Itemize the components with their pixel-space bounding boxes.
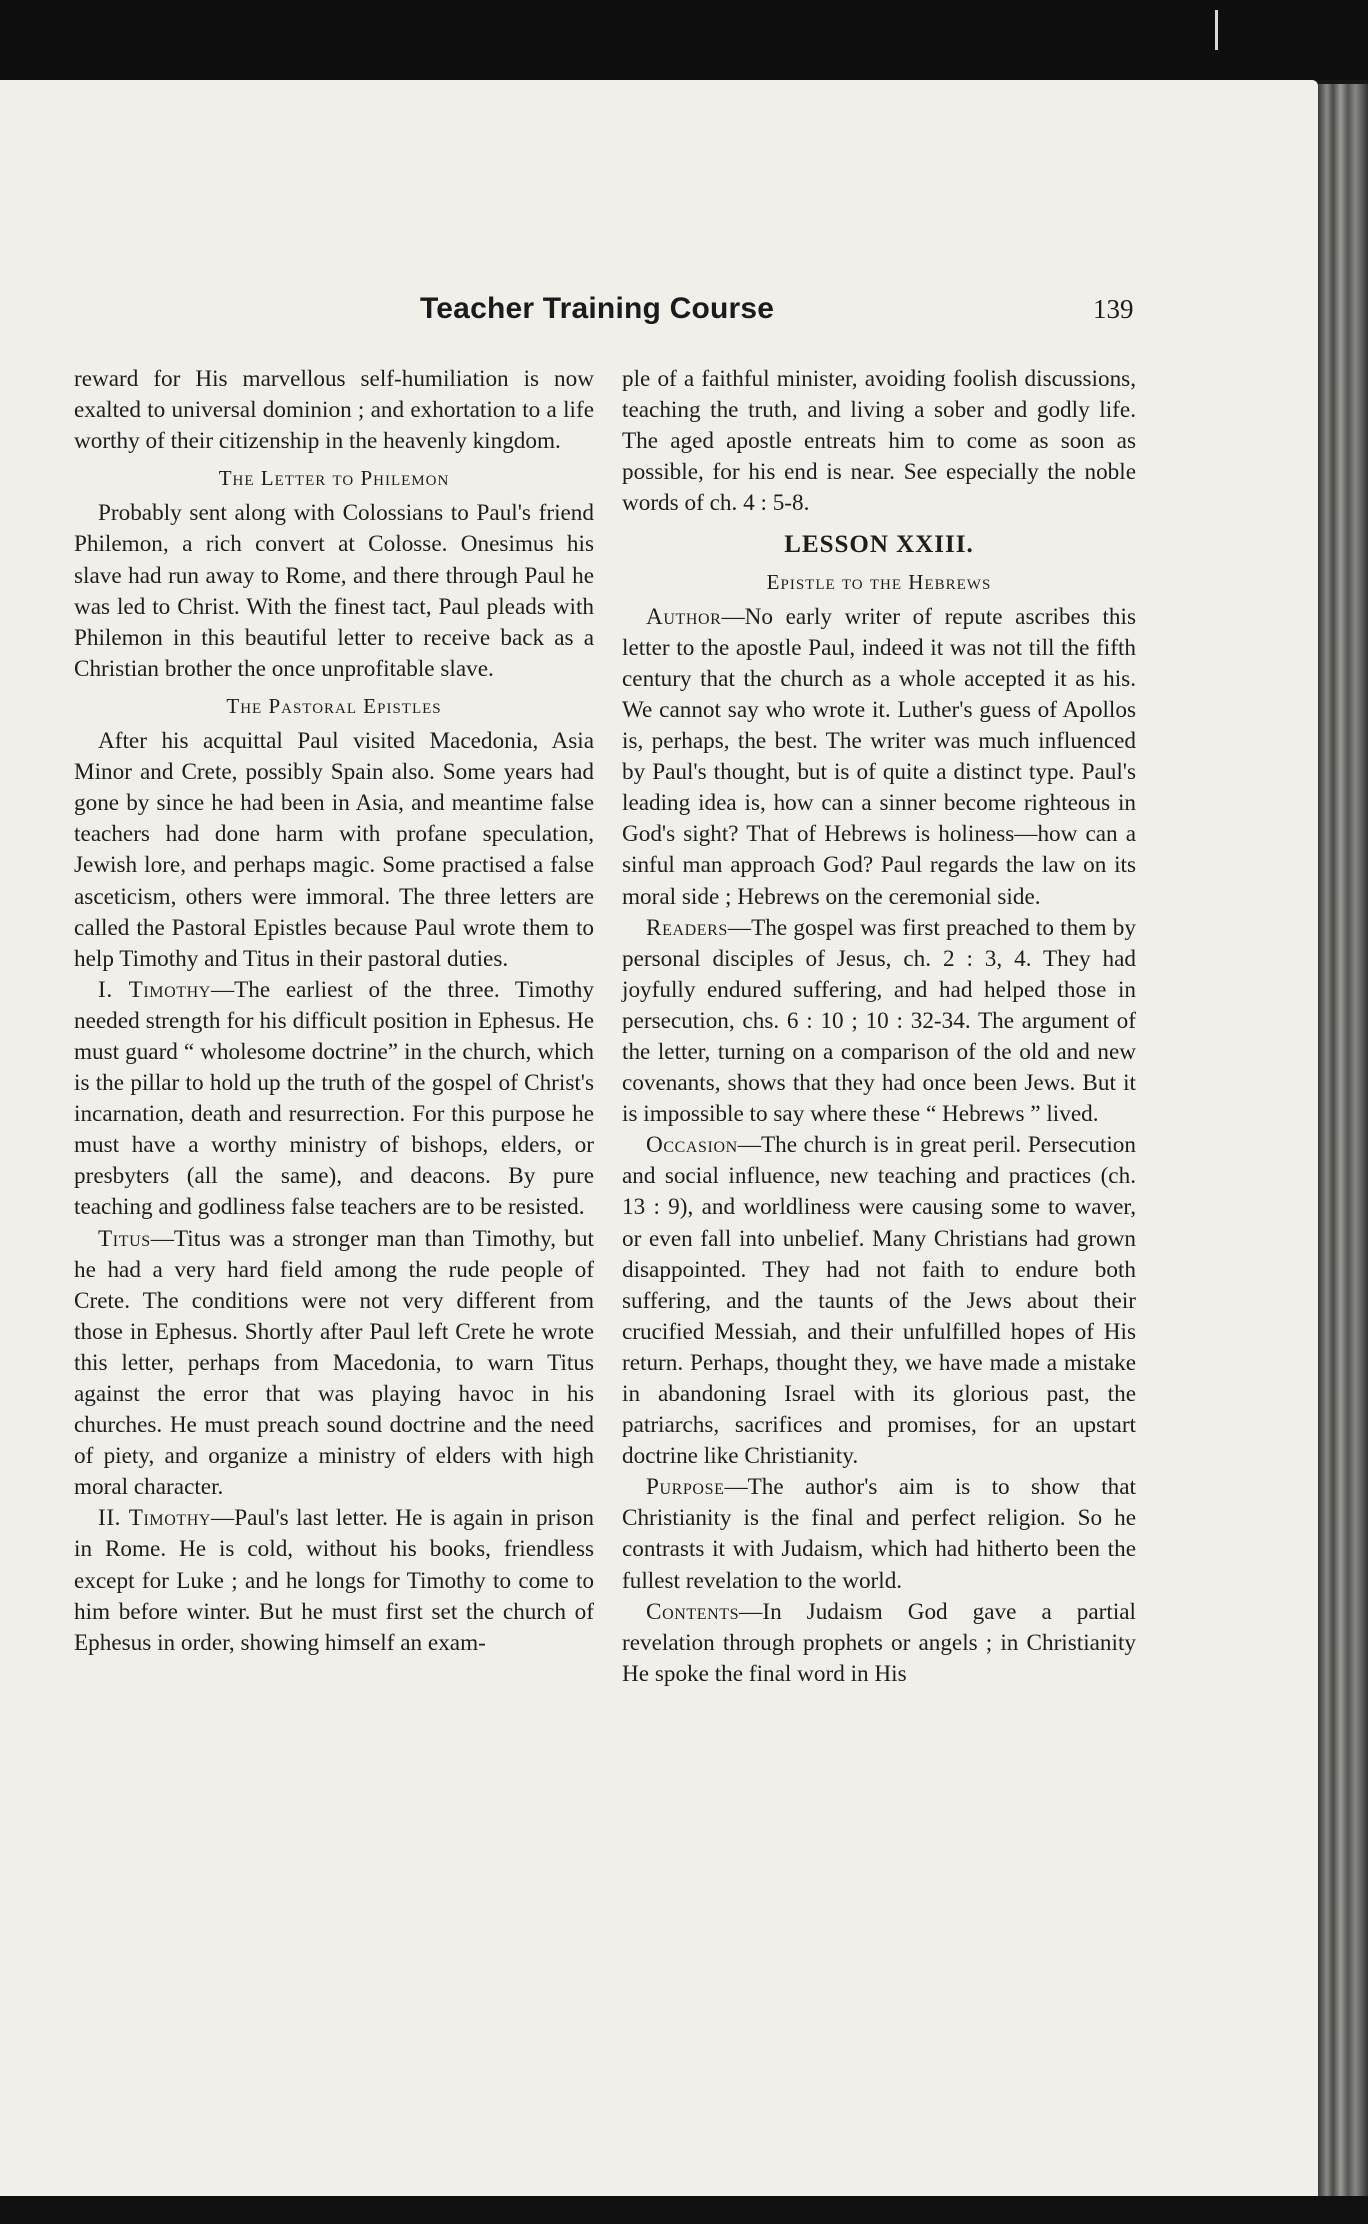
- run-in-label-1-timothy: I. Timothy: [98, 976, 211, 1003]
- paragraph-author: [622, 602, 1136, 913]
- paragraph-philemon: Probably sent along with Colossians to Paul's friend Philemon, a rich convert at Colosse. Onesimus his slave had run away to Rome, and there through Paul he was led to Christ. With the finest tact, Paul pleads with Philemon in this beautiful letter to receive back as a Christian brother the once unprofitable slave.: [74, 500, 594, 682]
- text-2-timothy: —Paul's last letter. He is again in prison in Rome. He is cold, without his books, friendless except for Luke ; and he longs for Timothy to come to him before winter. But he must first set the church of Ephesus in order, showing himself an exam-: [74, 1505, 594, 1656]
- paragraph-timothy-continued: ple of a faithful minister, avoiding foolish discussions, teaching the truth, and living a sober and godly life. The aged apostle entreats him to come as soon as possible, for his end is near. See especially the noble words of ch. 4 : 5-8.: [622, 366, 1136, 517]
- right-column: [622, 364, 1136, 1690]
- page-number: 139: [1093, 294, 1134, 324]
- text-readers: —The gospel was first preached to them by personal disciples of Jesus, ch. 2 : 3, 4. They had joyfully endured suffering, and had helped those in persecution, chs. 6 : 10 ; 10 : 32-34. The argument of the letter, turning on a comparison of the old and new covenants, shows that they had once been Jews. But it is impossible to say where these “ Hebrews ” lived.: [622, 914, 1136, 1128]
- text-titus: —Titus was a stronger man than Timothy, but he had a very hard field among the rude people of Crete. The conditions were not very different from those in Ephesus. Shortly after Paul left Crete he wrote this letter, perhaps from Macedonia, to warn Titus against the error that was playing havoc in his churches. He must preach sound doctrine and the need of piety, and organize a ministry of elders with high moral character.: [74, 1225, 594, 1501]
- lesson-title: LESSON XXIII.: [784, 531, 974, 559]
- section-heading-pastoral-epistles: The Pastoral Epistles: [226, 693, 442, 718]
- scan-background-bottom: [0, 2196, 1368, 2224]
- paragraph-pastoral-epistles: After his acquittal Paul visited Macedonia, Asia Minor and Crete, possibly Spain also. Some years had gone by since he had been in Asia, and meantime false teachers had done harm with profane speculation, Jewish lore, and perhaps magic. Some practised a false asceticism, others were immoral. The three letters are called the Pastoral Epistles because Paul wrote them to help Timothy and Titus in their pastoral duties.: [74, 728, 594, 972]
- text-purpose: —The author's aim is to show that Christianity is the final and perfect religion. So he contrasts it with Judaism, which had hitherto been the fullest revelation to the world.: [622, 1474, 1136, 1594]
- run-in-label-contents: Contents: [646, 1598, 740, 1625]
- scan-background-top: [0, 0, 1368, 80]
- run-in-label-titus: Titus: [98, 1225, 151, 1252]
- paragraph-contents: [622, 1597, 1136, 1690]
- text-1-timothy: —The earliest of the three. Timothy needed strength for his difficult position in Ephesus. He must guard “ wholesome doctrine” in the church, which is the pillar to hold up the truth of the gospel of Christ's incarnation, death and resurrection. For this purpose he must have a worthy ministry of bishops, elders, or presbyters (all the same), and deacons. By pure teaching and godliness false teachers are to be resisted.: [74, 976, 594, 1221]
- paragraph-titus: [74, 1224, 594, 1504]
- text-contents: —In Judaism God gave a partial revelation through prophets or angels ; in Christianity He spoke the final word in His: [622, 1598, 1136, 1687]
- book-page-edges: [1318, 84, 1368, 2214]
- section-heading-hebrews: Epistle to the Hebrews: [766, 569, 992, 594]
- paragraph-intro-continued: reward for His marvellous self-humiliation is now exalted to universal dominion ; and exhortation to a life worthy of their citizenship in the heavenly kingdom.: [74, 366, 594, 455]
- run-in-label-2-timothy: II. Timothy: [98, 1505, 212, 1532]
- running-header: [0, 292, 1318, 332]
- paragraph-1-timothy: [74, 975, 594, 1224]
- run-in-label-readers: Readers: [646, 914, 728, 941]
- text-occasion: —The church is in great peril. Persecution and social influence, new teaching and practices (ch. 13 : 9), and worldliness were causing some to waver, or even fall into unbelief. Many Christians had grown disappointed. They had not faith to endure both suffering, and the taunts of the Jews about their crucified Messiah, and their unfulfilled hopes of His return. Perhaps, thought they, we have made a mistake in abandoning Israel with its glorious past, the patriarchs, sacrifices and promises, for an upstart doctrine like Christianity.: [622, 1132, 1136, 1470]
- run-in-label-purpose: Purpose: [646, 1474, 725, 1501]
- scan-artifact-mark: [1215, 10, 1218, 50]
- paragraph-occasion: [622, 1130, 1136, 1472]
- section-heading-philemon: The Letter to Philemon: [218, 466, 450, 491]
- running-title: Teacher Training Course: [420, 292, 775, 325]
- paragraph-readers: [622, 913, 1136, 1131]
- run-in-label-occasion: Occasion: [646, 1132, 738, 1159]
- paragraph-purpose: [622, 1472, 1136, 1596]
- paragraph-2-timothy: [74, 1503, 594, 1658]
- text-author: —No early writer of repute ascribes this letter to the apostle Paul, indeed it was not till the fifth century that the church as a whole accepted it as his. We cannot say who wrote it. Luther's guess of Apollos is, perhaps, the best. The writer was much influenced by Paul's thought, but is of quite a distinct type. Paul's leading idea is, how can a sinner become righteous in God's sight? That of Hebrews is holiness—how can a sinful man approach God? Paul regards the law on its moral side ; Hebrews on the ceremonial side.: [622, 603, 1136, 910]
- run-in-label-author: Author: [646, 603, 722, 630]
- left-column: [74, 364, 594, 1659]
